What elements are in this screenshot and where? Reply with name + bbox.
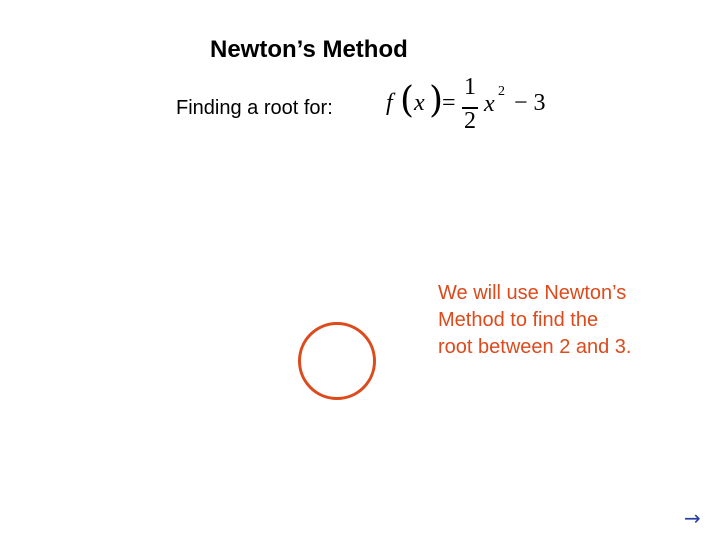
formula-function-name: f	[386, 90, 393, 116]
note-text	[438, 280, 698, 361]
intro-label: Finding a root for:	[176, 97, 333, 119]
formula-equals: =	[442, 90, 456, 116]
formula-open-paren: (	[400, 80, 415, 121]
next-arrow-icon[interactable]: →	[684, 506, 701, 530]
formula-variable: x	[414, 90, 425, 116]
note-line: Method to find the	[438, 309, 599, 331]
note-line: root between 2 and 3.	[438, 336, 632, 358]
formula-exponent: 2	[498, 84, 505, 99]
formula-constant: − 3	[514, 90, 546, 116]
note-line: We will use Newton’s	[438, 282, 627, 304]
formula-numerator: 1	[464, 74, 476, 100]
slide-title: Newton’s Method	[210, 36, 408, 63]
formula-term: x	[484, 91, 495, 117]
marker-circle	[298, 322, 376, 400]
formula-close-paren: )	[429, 80, 444, 121]
formula-denominator: 2	[464, 108, 476, 134]
